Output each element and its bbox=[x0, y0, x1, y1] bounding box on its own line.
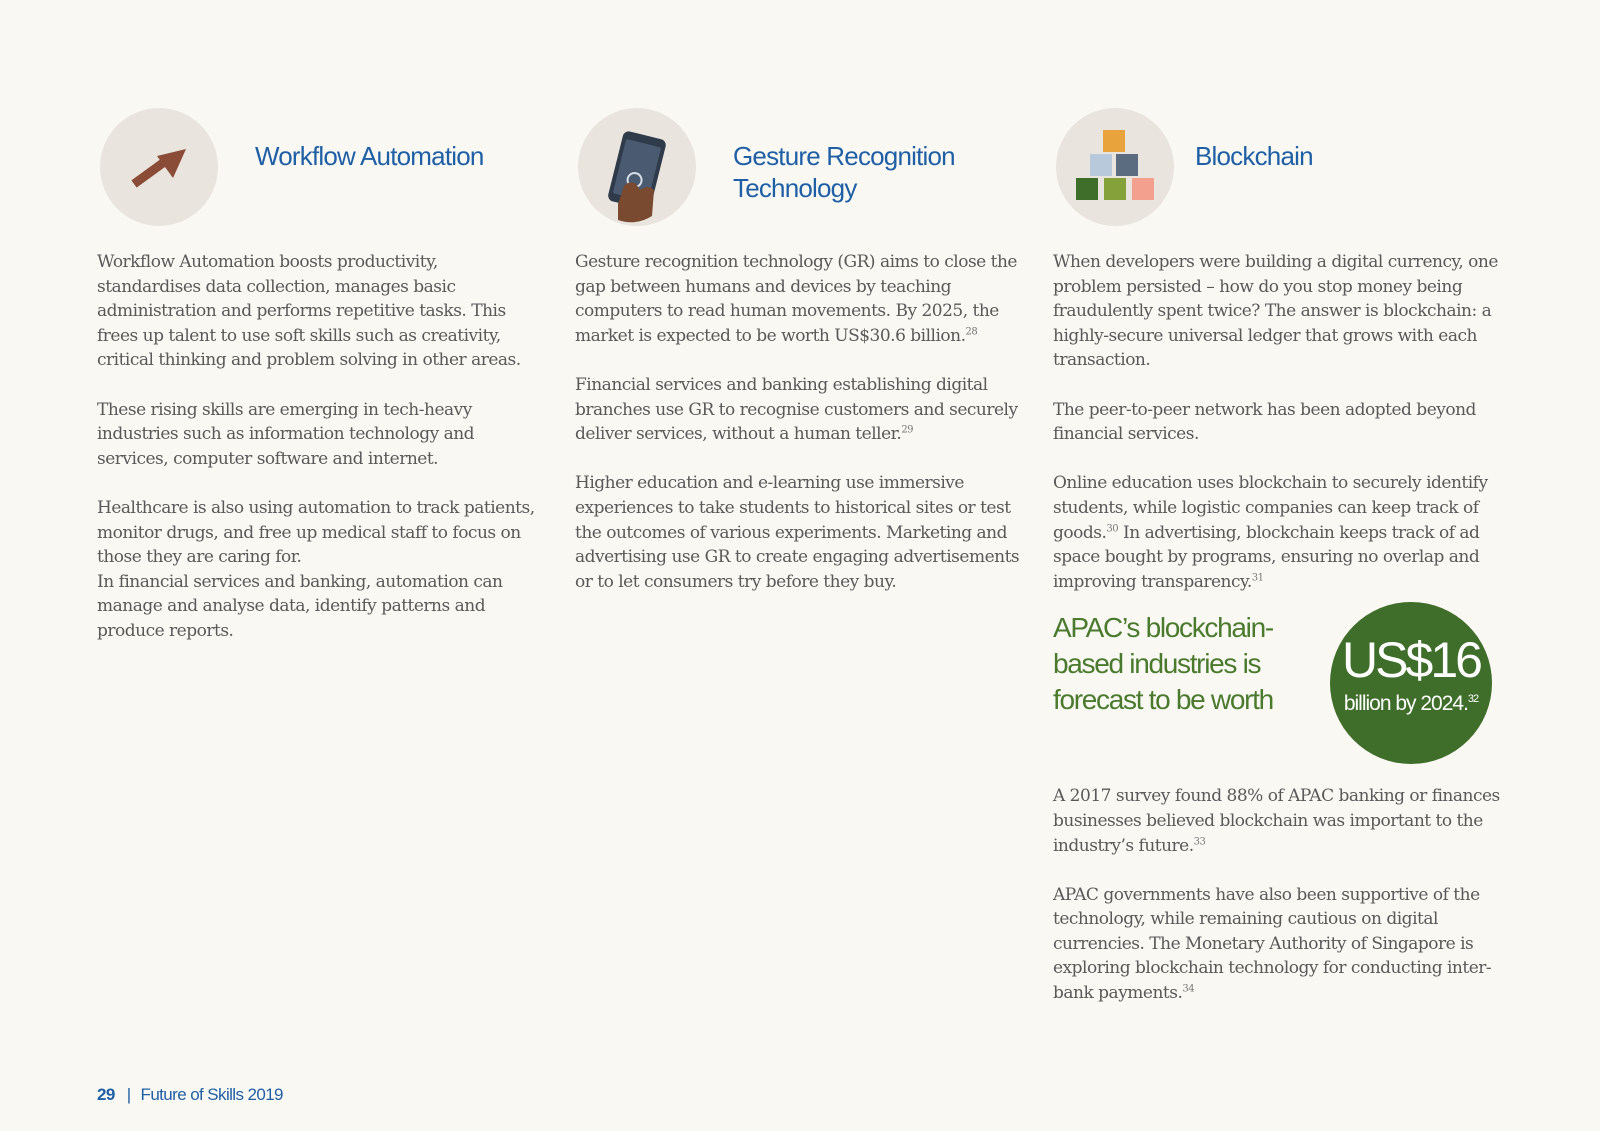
blocks-icon bbox=[1056, 108, 1174, 226]
footnote-ref: 29 bbox=[901, 424, 914, 436]
footnote-ref: 31 bbox=[1251, 572, 1264, 584]
footnote-ref: 28 bbox=[965, 326, 978, 338]
section-body bbox=[575, 250, 1020, 594]
stat-caption: billion by 2024.32 bbox=[1343, 692, 1479, 716]
section-body bbox=[1053, 250, 1523, 594]
section-title: Gesture Recognition Technology bbox=[733, 141, 955, 203]
stat-value: US$16 bbox=[1342, 632, 1480, 689]
footnote-ref: 32 bbox=[1467, 693, 1479, 706]
footnote-ref: 34 bbox=[1182, 983, 1195, 995]
column-blockchain bbox=[1053, 106, 1523, 1030]
paragraph: Financial services and banking establishing digital branches use GR to recognise customers and securely deliver services, without a human teller.$^{29}$ bbox=[575, 374, 1018, 445]
paragraph: In financial services and banking, automation can manage and analyse data, identify patterns and produce reports. bbox=[97, 571, 503, 641]
paragraph: A 2017 survey found 88% of APAC banking or finances businesses believed blockchain was important to the industry’s future.$^{33}$ bbox=[1053, 786, 1500, 856]
paragraph: The peer-to-peer network has been adopted beyond financial services. bbox=[1053, 399, 1476, 445]
paragraph: Online education uses blockchain to securely identify students, while logistic companies can keep track of goods.$^{30}$ In advertising, blockchain keeps track of ad space bought by programs, ensuring no overlap and improving transparency.$^{31}$ bbox=[1053, 473, 1488, 592]
hand-phone-icon bbox=[578, 108, 696, 226]
section-header bbox=[1053, 106, 1523, 226]
arrow-cursor-icon bbox=[100, 108, 218, 226]
paragraph: Workflow Automation boosts productivity, standardises data collection, manages basic administration and performs repetitive tasks. This frees up talent to use soft skills such as creativity, critical thinking and problem solving in other areas. bbox=[97, 252, 521, 371]
footnote-ref: 33 bbox=[1193, 835, 1206, 847]
stat-callout bbox=[1053, 602, 1523, 770]
document-title: Future of Skills 2019 bbox=[140, 1085, 283, 1104]
paragraph: Higher education and e-learning use immersive experiences to take students to historical sites or test the outcomes of various experiments. Marketing and advertising use GR to create engaging advertisements or to let consumers try before they buy. bbox=[575, 473, 1020, 592]
paragraph: When developers were building a digital currency, one problem persisted – how do you stop money being fraudulently spent twice? The answer is blockchain: a highly-secure universal ledger that grows with each transaction. bbox=[1053, 252, 1498, 371]
footer-separator: | bbox=[126, 1085, 131, 1104]
paragraph: APAC governments have also been supportive of the technology, while remaining cautious on digital currencies. The Monetary Authority of Singapore is exploring blockchain technology for conducting inter-bank payments.$^{34}$ bbox=[1053, 884, 1492, 1004]
column-gesture-recognition bbox=[575, 106, 1020, 619]
section-title: Workflow Automation bbox=[255, 141, 484, 171]
column-workflow-automation bbox=[97, 106, 542, 668]
callout-text: APAC’s blockchain-based industries is forecast to be worth bbox=[1053, 612, 1273, 716]
paragraph: These rising skills are emerging in tech-heavy industries such as information technology and services, computer software and internet. bbox=[97, 399, 475, 469]
section-header bbox=[97, 106, 542, 226]
stat-circle bbox=[1330, 602, 1492, 764]
page-footer bbox=[97, 1085, 283, 1105]
section-header bbox=[575, 106, 1020, 226]
paragraph: Gesture recognition technology (GR) aims to close the gap between humans and devices by teaching computers to read human movements. By 2025, the market is expected to be worth US$30.6 billion.$^{28}$ bbox=[575, 252, 1017, 346]
section-body bbox=[97, 250, 542, 644]
footnote-ref: 30 bbox=[1106, 522, 1119, 534]
paragraph: Healthcare is also using automation to track patients, monitor drugs, and free up medical staff to focus on those they are caring for. bbox=[97, 497, 535, 568]
page-number: 29 bbox=[97, 1085, 115, 1104]
section-title: Blockchain bbox=[1195, 141, 1313, 171]
section-body-continued bbox=[1053, 784, 1523, 1005]
